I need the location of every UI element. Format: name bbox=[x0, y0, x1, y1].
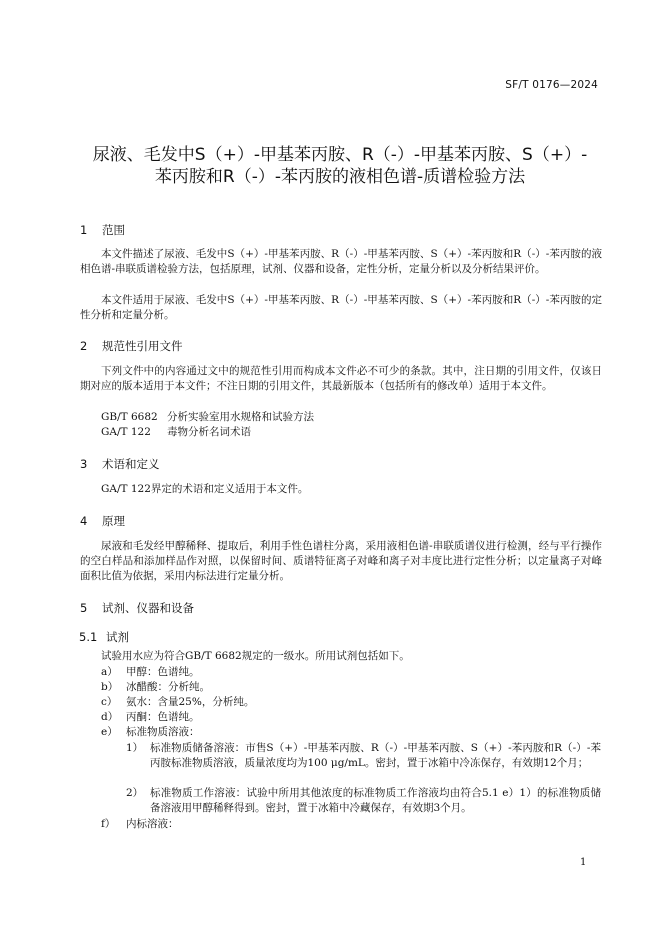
section-4-paragraph-1: 尿液和毛发经甲醇稀释、提取后，利用手性色谱柱分离，采用液相色谱-串联质谱仪进行检测，经与平行操作的空白样品和添加样品作对照，以保留时间、质谱特征离子对峰和离子对丰度比进行定性分析；以定量离子对峰面积比值为依据，采用内标法进行定量分析。 bbox=[80, 540, 602, 582]
section-4-heading bbox=[80, 513, 125, 529]
document-title-line-1: 尿液、毛发中S（+）-甲基苯丙胺、R（-）-甲基苯丙胺、S（+）- bbox=[92, 145, 588, 165]
section-title: 试剂、仪器和设备 bbox=[102, 601, 194, 615]
section-3-heading bbox=[80, 456, 160, 472]
sub-item-2-text: 标准物质工作溶液：试验中所用其他浓度的标准物质工作溶液均由符合5.1 e）1）的标准物质储备溶液用甲醇稀释得到。密封，置于冰箱中冷藏保存，有效期3个月。 bbox=[150, 787, 601, 814]
reference-gat-122 bbox=[101, 425, 251, 440]
list-label: e） bbox=[101, 726, 118, 738]
reference-gbt-6682 bbox=[101, 410, 314, 425]
list-label: a） bbox=[101, 666, 118, 678]
list-text: 甲醇：色谱纯。 bbox=[126, 666, 200, 678]
section-2-heading bbox=[80, 338, 183, 354]
list-item-b bbox=[101, 680, 210, 695]
list-text: 丙酮：色谱纯。 bbox=[126, 711, 200, 723]
list-item-e bbox=[101, 725, 200, 740]
section-title: 规范性引用文件 bbox=[102, 339, 183, 353]
section-1-heading bbox=[80, 222, 125, 238]
section-number: 2 bbox=[80, 339, 88, 353]
section-5-1-heading bbox=[79, 629, 129, 645]
section-2-paragraph-1: 下列文件中的内容通过文中的规范性引用而构成本文件必不可少的条款。其中，注日期的引用文件，仅该日期对应的版本适用于本文件；不注日期的引用文件，其最新版本（包括所有的修改单）适用于本文件。 bbox=[80, 365, 602, 392]
document-title-line-2: 苯丙胺和R（-）-苯丙胺的液相色谱-质谱检验方法 bbox=[154, 167, 526, 187]
sub-item-1-text: 标准物质储备溶液：市售S（+）-甲基苯丙胺、R（-）-甲基苯丙胺、S（+）-苯丙胺和R（-）-苯丙胺标准物质溶液，质量浓度均为100 μg/mL。密封，置于冰箱中冷冻保存，有效期12个月； bbox=[150, 742, 601, 769]
section-title: 术语和定义 bbox=[102, 457, 160, 471]
section-3-paragraph-1: GA/T 122界定的术语和定义适用于本文件。 bbox=[101, 483, 309, 495]
list-text: 标准物质溶液： bbox=[126, 726, 200, 738]
section-number: 5.1 bbox=[79, 630, 98, 644]
list-label: d） bbox=[101, 711, 119, 723]
list-label: c） bbox=[101, 696, 118, 708]
reference-title: 毒物分析名词术语 bbox=[167, 426, 251, 438]
list-item-a bbox=[101, 665, 200, 680]
section-number: 5 bbox=[80, 601, 88, 615]
reference-code: GB/T 6682 bbox=[101, 411, 158, 423]
section-5-heading bbox=[80, 600, 194, 616]
standard-number: SF/T 0176—2024 bbox=[505, 79, 598, 91]
section-title: 原理 bbox=[102, 514, 125, 528]
section-number: 4 bbox=[80, 514, 88, 528]
section-title: 范围 bbox=[102, 223, 125, 237]
list-text: 氨水：含量25%，分析纯。 bbox=[126, 696, 255, 708]
section-number: 3 bbox=[80, 457, 88, 471]
list-item-d bbox=[101, 710, 200, 725]
list-item-f bbox=[101, 817, 179, 832]
section-1-paragraph-2: 本文件适用于尿液、毛发中S（+）-甲基苯丙胺、R（-）-甲基苯丙胺、S（+）-苯丙胺和R（-）-苯丙胺的定性分析和定量分析。 bbox=[80, 294, 602, 321]
page-number: 1 bbox=[580, 857, 587, 868]
section-title: 试剂 bbox=[106, 630, 129, 644]
reference-title: 分析实验室用水规格和试验方法 bbox=[167, 411, 314, 423]
list-label: b） bbox=[101, 681, 119, 693]
section-1-paragraph-1: 本文件描述了尿液、毛发中S（+）-甲基苯丙胺、R（-）-甲基苯丙胺、S（+）-苯丙胺和R（-）-苯丙胺的液相色谱-串联质谱检验方法，包括原理，试剂、仪器和设备，定性分析，定量分析以及分析结果评价。 bbox=[80, 248, 602, 275]
section-5-1-intro: 试验用水应为符合GB/T 6682规定的一级水。所用试剂包括如下。 bbox=[101, 650, 410, 662]
reference-code: GA/T 122 bbox=[101, 426, 151, 438]
list-text: 冰醋酸：分析纯。 bbox=[126, 681, 210, 693]
sub-item-2-label: 2） bbox=[126, 787, 144, 799]
list-label: f） bbox=[101, 818, 116, 830]
list-item-c bbox=[101, 695, 254, 710]
list-text: 内标溶液： bbox=[126, 818, 179, 830]
section-number: 1 bbox=[80, 223, 88, 237]
sub-item-1-label: 1） bbox=[126, 742, 144, 754]
